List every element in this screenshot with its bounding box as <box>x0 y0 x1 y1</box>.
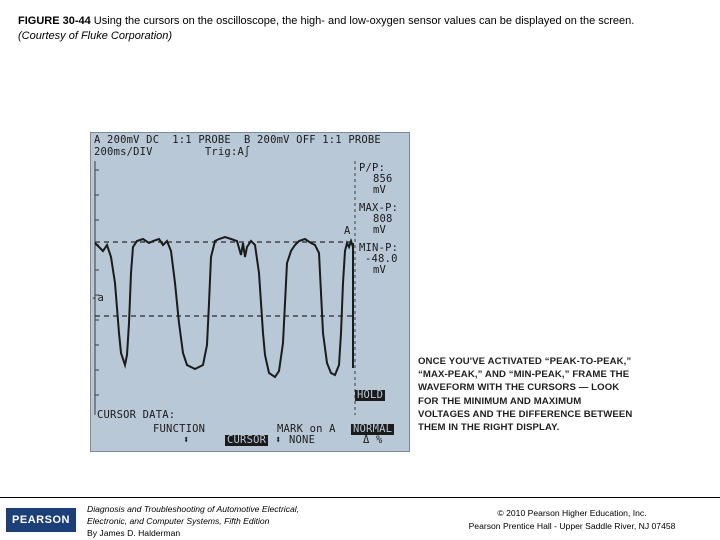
max-unit: mV <box>373 224 387 236</box>
updown-arrows-icon: ⬍ <box>183 434 190 446</box>
copyright-notice <box>442 507 702 532</box>
none-softkey[interactable]: NONE <box>289 434 316 446</box>
normal-softkey[interactable]: NORMAL <box>353 423 393 435</box>
pp-value: 856 <box>373 173 393 185</box>
figure-label: FIGURE 30-44 <box>18 15 91 27</box>
cursor-softkey[interactable]: CURSOR <box>227 434 267 446</box>
min-unit: mV <box>373 264 387 276</box>
copyright-line2: Pearson Prentice Hall - Upper Saddle River, NJ 07458 <box>468 520 676 531</box>
pp-unit: mV <box>373 184 387 196</box>
callout-note: ONCE YOU'VE ACTIVATED “PEAK-TO-PEAK,” “MAX-PEAK,” AND “MIN-PEAK,” FRAME THE WAVEFORM WITH THE CURSORS — LOOK FOR THE MINIMUM AND MAXIMUM VOLTAGES AND THE DIFFERENCE BETWEEN THEM IN THE RIGHT DISPLAY. <box>418 356 633 434</box>
graticule-ticks <box>95 170 99 395</box>
waveform-display <box>91 133 409 451</box>
mark-softkey-label[interactable]: MARK on A <box>277 423 336 435</box>
pearson-logo: PEARSON <box>6 508 76 532</box>
caption-credit: (Courtesy of Fluke Corporation) <box>18 30 173 42</box>
updown-arrows-icon: ⬍ <box>275 434 282 446</box>
max-value: 808 <box>373 213 393 225</box>
footer-divider <box>0 497 720 498</box>
book-citation <box>87 503 299 539</box>
cursor-data-label: CURSOR DATA: <box>97 409 176 421</box>
delta-percent-softkey[interactable]: Δ % <box>363 434 383 446</box>
pp-label: P/P: <box>359 162 386 174</box>
hold-indicator: HOLD <box>357 389 384 401</box>
book-author: By James D. Halderman <box>87 528 181 538</box>
min-label: MIN-P: <box>359 242 399 254</box>
caption-text: Using the cursors on the oscilloscope, the high- and low-oxygen sensor values can be displayed on the screen. <box>90 15 635 27</box>
figure-caption <box>18 14 708 44</box>
max-label: MAX-P: <box>359 202 399 214</box>
oscilloscope-screen <box>90 132 410 452</box>
trace-marker: -a <box>91 292 105 304</box>
book-title-line2: Electronic, and Computer Systems, Fifth Edition <box>87 516 270 526</box>
function-softkey-label[interactable]: FUNCTION <box>153 423 206 435</box>
cursor-marker-a: A <box>344 225 351 237</box>
scope-header-timebase: 200ms/DIV Trig:A∫ <box>94 146 251 158</box>
sensor-trace <box>95 237 353 377</box>
book-title-line1: Diagnosis and Troubleshooting of Automotive Electrical, <box>87 504 300 514</box>
scope-header-channels: A 200mV DC 1:1 PROBE B 200mV OFF 1:1 PROBE <box>94 134 381 146</box>
min-value: -48.0 <box>365 253 398 265</box>
copyright-line1: © 2010 Pearson Higher Education, Inc. <box>497 508 647 518</box>
